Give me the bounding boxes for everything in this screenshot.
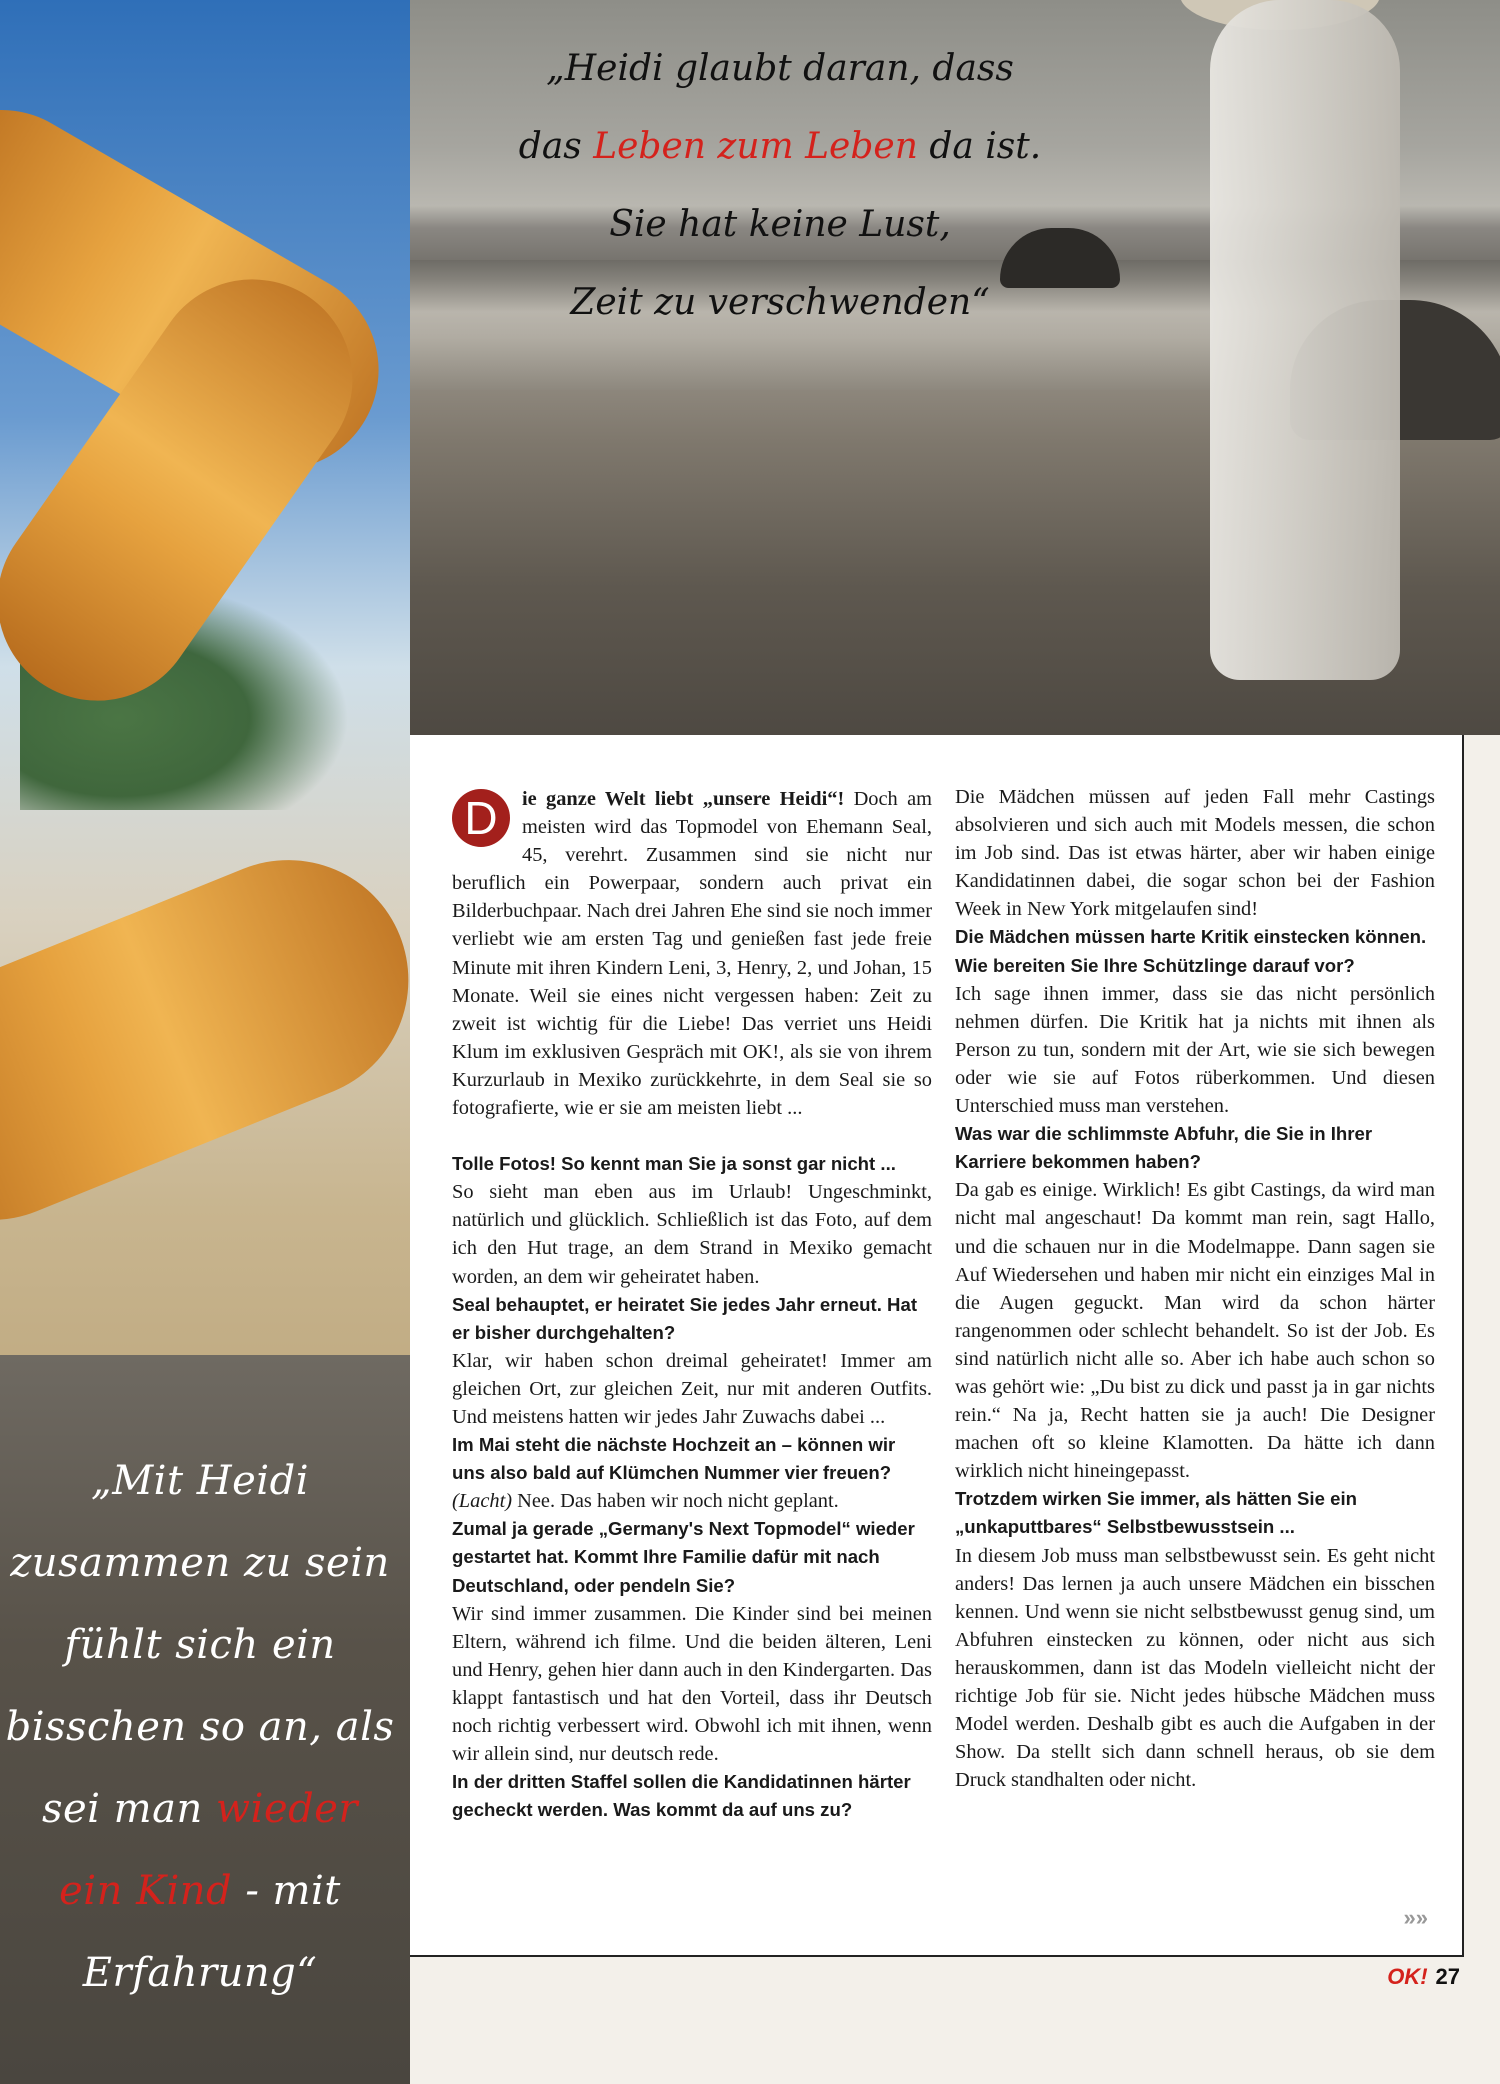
quote-line: das Leben zum Leben da ist. (518, 126, 1042, 167)
interview-question: Im Mai steht die nächste Hochzeit an – können wir uns also bald auf Klümchen Nummer vier freuen? (452, 1434, 896, 1484)
left-photo (0, 0, 410, 2084)
continue-marker: »» (1403, 1905, 1428, 1930)
beach-photo (410, 0, 1500, 735)
arm-shape (0, 824, 410, 1256)
article-column-1 (452, 785, 932, 1824)
quote-line: ein Kind - mit (59, 1868, 341, 1914)
magazine-logo: OK! (1387, 1964, 1428, 1989)
quote-line: „Heidi glaubt daran, dass (546, 48, 1014, 89)
interview-answer: Wir sind immer zusammen. Die Kinder sind bei meinen Eltern, während ich filme. Und die beiden älteren, Leni und Henry, gehen hier dann auch in den Kindergarten. Das klappt fantastisch und hat den Vorteil, dass ihr Deutsch noch richtig verbessert wird. Obwohl ich mit ihnen, wenn wir allein sind, nur deutsch rede. (452, 1602, 932, 1766)
interview-answer: In diesem Job muss man selbstbewusst sein. Es geht nicht anders! Das lernen ja auch unsere Mädchen ein bisschen kennen. Und wenn sie nicht selbstbewusst genug sind, um Abfuhren einstecken zu können, oder nicht aus sich herauskommen, dann ist das Modeln vielleicht nicht der richtige Job für sie. Nicht jedes hübsche Mädchen muss Model werden. Deshalb gibt es auch die Aufgaben in der Show. Da stellt sich dann schnell heraus, ob sie dem Druck standhalten oder nicht. (955, 1544, 1435, 1792)
page-number: 27 (1435, 1964, 1460, 1989)
article-column-2 (955, 783, 1435, 1794)
interview-answer: (Lacht) Nee. Das haben wir noch nicht geplant. (452, 1490, 839, 1513)
interview-question: Tolle Fotos! So kennt man Sie ja sonst gar nicht ... (452, 1153, 896, 1175)
interview-answer: Klar, wir haben schon dreimal geheiratet! Immer am gleichen Ort, zur gleichen Zeit, nur mit anderen Outfits. Und meistens hatten wir jedes Jahr Zuwachs dabei ... (452, 1349, 932, 1428)
article-box (410, 735, 1464, 1957)
page-footer (1387, 1955, 1460, 1999)
quote-line: fühlt sich ein (64, 1622, 336, 1668)
quote-line: Zeit zu verschwenden“ (570, 282, 990, 323)
interview-question: In der dritten Staffel sollen die Kandidatinnen härter gecheckt werden. Was kommt da auf uns zu? (452, 1771, 911, 1821)
interview-answer: Die Mädchen müssen auf jeden Fall mehr Castings absolvieren und sich auch mit Models messen, die schon im Job sind. Das ist etwas härter, aber wir haben einige Kandidatinnen dabei, die sogar schon bei der Fashion Week in New York mitgelaufen sind! (955, 786, 1435, 921)
quote-line: Erfahrung“ (82, 1950, 318, 1996)
interview-question: Seal behauptet, er heiratet Sie jedes Jahr erneut. Hat er bisher durchgehalten? (452, 1293, 918, 1343)
interview-question: Die Mädchen müssen harte Kritik einstecken können. Wie bereiten Sie Ihre Schützlinge darauf vor? (955, 926, 1427, 976)
quote-line: zusammen zu sein (10, 1540, 390, 1586)
intro-paragraph: D ie ganze Welt liebt „unsere Heidi“! Doch am meisten wird das Topmodel von Ehemann Seal, 45, verehrt. Zusammen sind sie nicht nur beruflich ein Powerpaar, sondern auch privat ein Bilderbuchpaar. Nach drei Jahren Ehe sind sie noch immer verliebt wie am ersten Tag und genießen fast jede freie Minute mit ihren Kindern Leni, 3, Henry, 2, und Johan, 15 Monate. Weil sie eines nicht vergessen haben: Zeit zu zweit ist wichtig für die Liebe! Das verriet uns Heidi Klum im exklusiven Gespräch mit OK!, als sie von ihrem Kurzurlaub in Mexiko zurückkehrte, in dem Seal sie so fotografierte, wie er sie am meisten liebt ... (452, 788, 932, 1120)
interview-answer: So sieht man eben aus im Urlaub! Ungeschminkt, natürlich und glücklich. Schließlich ist das Foto, auf dem ich den Hut trage, an dem Strand in Mexiko gemacht worden, an dem wir geheiratet haben. (452, 1181, 932, 1288)
interview-answer: Ich sage ihnen immer, dass sie das nicht persönlich nehmen dürfen. Die Kritik hat ja nichts mit ihnen als Person zu tun, sondern mit der Art, wie sie sich bewegen oder wie sie auf Fotos rüberkommen. Und diesen Unterschied muss man verstehen. (955, 982, 1435, 1118)
woman-figure (1210, 0, 1400, 680)
quote-line: sei man wieder (41, 1786, 359, 1832)
quote-line: bisschen so an, als (5, 1704, 395, 1750)
interview-question: Was war die schlimmste Abfuhr, die Sie in Ihrer Karriere bekommen haben? (955, 1123, 1373, 1173)
quote-line: „Mit Heidi (90, 1458, 309, 1504)
interview-answer: Da gab es einige. Wirklich! Es gibt Castings, da wird man nicht mal angeschaut! Da kommt man rein, sagt Hallo, und die schauen nur in die Modelmappe. Dann sagen sie Auf Wiedersehen und haben mir nicht ein einziges Mal in die Augen geguckt. Man wird da schon härter rangenommen oder schlecht behandelt. So ist der Job. Es sind natürlich nicht alle so. Aber ich habe auch schon so was gehört wie: „Du bist zu dick und passt ja in gar nichts rein.“ Na ja, Recht hatten sie ja auch! Die Designer machen oft so kleine Klamotten. Da hätte ich dann wirklich nicht hineingepasst. (955, 1179, 1435, 1483)
quote-line: Sie hat keine Lust, (609, 204, 951, 245)
drop-cap: D (452, 789, 510, 847)
side-pull-quote (0, 1440, 400, 2014)
interview-question: Zumal ja gerade „Germany's Next Topmodel“ wieder gestartet hat. Kommt Ihre Familie dafür mit nach Deutschland, oder pendeln Sie? (452, 1518, 915, 1596)
interview-question: Trotzdem wirken Sie immer, als hätten Sie ein „unkaputtbares“ Selbstbewusstsein ... (955, 1488, 1357, 1538)
top-pull-quote (500, 30, 1060, 342)
